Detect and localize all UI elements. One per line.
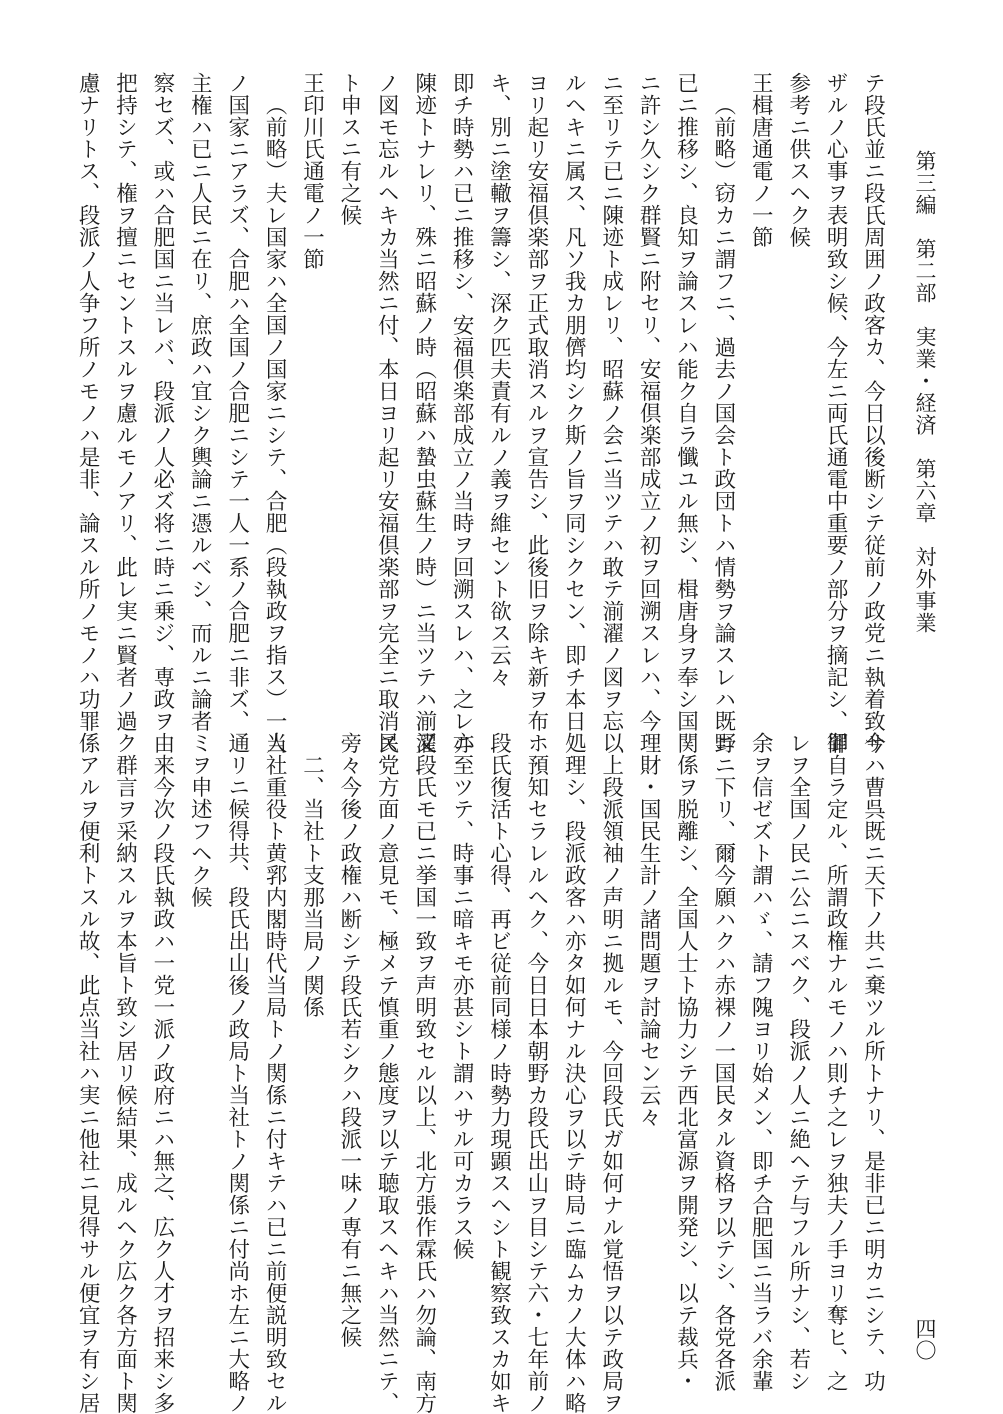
lower-text-line: 民党方面ノ意見モ、極メテ慎重ノ態度ヲ以テ聴取スヘキハ当然ニテ、 xyxy=(374,732,400,1414)
upper-text-line: 主権ハ已ニ人民ニ在リ、庶政ハ宜シク輿論ニ憑ルベシ、而ルニ論者 xyxy=(187,72,213,732)
lower-text-line: 又段氏モ已ニ挙国一致ヲ声明致セル以上、北方張作霖氏ハ勿論、南方 xyxy=(411,732,437,1414)
lower-text-line: 理財・国民生計ノ諸問題ヲ討論セン云々 xyxy=(636,732,662,1128)
lower-text-line: レヲ全国ノ民ニ公ニスベク、段派ノ人ニ絶ヘテ与フル所ナシ、若シ xyxy=(785,732,811,1392)
upper-text-line: 已ニ推移シ、良知ヲ論スレハ能ク自ラ懺ユル無シ、楫唐身ヲ奉シ国 xyxy=(673,72,699,732)
upper-text-line: ニ至リテ已ニ陳迹ト成レリ、昭蘇ノ会ニ当ツテハ敢テ湔濯ノ図ヲ忘 xyxy=(598,72,624,732)
upper-text-line: 慮ナリトス、段派ノ人争フ所ノモノハ是非、論スル所ノモノハ功罪 xyxy=(75,72,101,732)
upper-text-line: ザルノ心事ヲ表明致シ候、今左ニ両氏通電中重要ノ部分ヲ摘記シ、御 xyxy=(823,72,849,754)
lower-text-line: ニ至ツテ、時事ニ暗キモ亦甚シト謂ハサル可カラス候 xyxy=(449,732,475,1260)
upper-text-line: （前略）夫レ国家ハ全国ノ国家ニシテ、合肥（段執政ヲ指ス）一人 xyxy=(262,94,288,754)
lower-text-line: 二、当社ト支那当局ノ関係 xyxy=(299,754,325,1018)
lower-text-line: 通リニ候得共、段氏出山後ノ政局ト当社トノ関係ニ付尚ホ左ニ大略ノ xyxy=(224,732,250,1414)
upper-text-line: 王楫唐通電ノ一節 xyxy=(748,72,774,248)
lower-text-line: 野ニ下リ、爾今願ハクハ赤裸ノ一国民タル資格ヲ以テシ、各党各派 xyxy=(710,732,736,1392)
upper-text-line: テ段氏並ニ段氏周囲ノ政客カ、今日以後断シテ従前ノ政党ニ執着致サ xyxy=(860,72,886,754)
upper-text-line: ト申スニ有之候 xyxy=(336,72,362,226)
lower-text-line: 処理シ、段派政客ハ亦タ如何ナル決心ヲ以テ時局ニ臨ムカノ大体ハ略 xyxy=(561,732,587,1414)
upper-text-line: 王印川氏通電ノ一節 xyxy=(299,72,325,270)
lower-text-line: 今ハ曹呉既ニ天下ノ共ニ棄ツル所トナリ、是非已ニ明カニシテ、功 xyxy=(860,732,886,1392)
upper-text-line: 把持シテ、権ヲ擅ニセントスルヲ慮ルモノアリ、此レ実ニ賢者ノ過 xyxy=(112,72,138,732)
upper-text-line: （前略）窃カニ謂フニ、過去ノ国会ト政団トハ情勢ヲ論スレハ既ニ xyxy=(710,94,736,754)
upper-text-line: ルヘキニ属ス、凡ソ我カ朋儕均シク斯ノ旨ヲ同シクセン、即チ本日 xyxy=(561,72,587,732)
lower-text-line: 関係ヲ脱離シ、全国人士ト協力シテ西北富源ヲ開発シ、以テ裁兵・ xyxy=(673,732,699,1392)
lower-text-line: 段氏復活ト心得、再ビ従前同様ノ時勢力現顕スヘシト観察致スカ如キ xyxy=(486,732,512,1414)
upper-text-line: ヨリ起リ安福倶楽部ヲ正式取消スルヲ宣告シ、此後旧ヲ除キ新ヲ布 xyxy=(523,72,549,732)
lower-text-line: 余ヲ信ゼズト謂ハゞ、請フ隗ヨリ始メン、即チ合肥国ニ当ラバ余輩 xyxy=(748,732,774,1392)
upper-text-line: ノ図モ忘ルヘキカ当然ニ付、本日ヨリ起リ安福倶楽部ヲ完全ニ取消ス xyxy=(374,72,400,754)
upper-text-line: ニ許シ久シク群賢ニ附セリ、安福倶楽部成立ノ初ヲ回溯スレハ、今 xyxy=(636,72,662,732)
upper-text-line: 陳迹トナレリ、殊ニ昭蘇ノ時（昭蘇ハ蟄虫蘇生ノ時）ニ当ツテハ湔濯 xyxy=(411,72,437,754)
page-number: 四〇 xyxy=(913,1318,937,1361)
lower-text-line: 罪自ラ定ル、所謂政権ナルモノハ則チ之レヲ独夫ノ手ヨリ奪ヒ、之 xyxy=(823,732,849,1392)
upper-text-line: 参考ニ供スヘク候 xyxy=(785,72,811,248)
lower-text-line: ホ預知セラレルヘク、今日日本朝野カ段氏出山ヲ目シテ六・七年前ノ xyxy=(523,732,549,1414)
lower-text-line: 旁々今後ノ政権ハ断シテ段氏若シクハ段派一味ノ専有ニ無之候 xyxy=(336,732,362,1348)
lower-text-line: ク群言ヲ采納スルヲ本旨ト致シ居リ候結果、成ルヘク広ク各方面ト関 xyxy=(112,732,138,1414)
lower-text-line: 以上段派領袖ノ声明ニ拠ルモ、今回段氏ガ如何ナル覚悟ヲ以テ政局ヲ xyxy=(598,732,624,1414)
running-header: 第三編 第二部 実業・経済 第六章 対外事業 xyxy=(913,150,937,634)
upper-text-line: 即チ時勢ハ已ニ推移シ、安福倶楽部成立ノ当時ヲ回溯スレハ、之レ亦 xyxy=(449,72,475,754)
lower-text-line: 係アルヲ便利トスル故、此点当社ハ実ニ他社ニ見得サル便宜ヲ有シ居 xyxy=(75,732,101,1414)
upper-text-line: キ、別ニ塗轍ヲ籌シ、深ク匹夫責有ルノ義ヲ維セント欲ス云々 xyxy=(486,72,512,688)
lower-text-line: 由来今次ノ段氏執政ハ一党一派ノ政府ニハ無之、広ク人才ヲ招来シ多 xyxy=(149,732,175,1414)
lower-text-line: 当社重役ト黄郛内閣時代当局トノ関係ニ付キテハ已ニ前便説明致セル xyxy=(262,732,288,1414)
upper-text-line: 察セズ、或ハ合肥国ニ当レバ、段派ノ人必ズ将ニ時ニ乗ジ、専政ヲ xyxy=(149,72,175,732)
lower-text-line: ミヲ申述フヘク候 xyxy=(187,732,213,908)
upper-text-line: ノ国家ニアラズ、合肥ハ全国ノ合肥ニシテ一人一系ノ合肥ニ非ズ、 xyxy=(224,72,250,732)
